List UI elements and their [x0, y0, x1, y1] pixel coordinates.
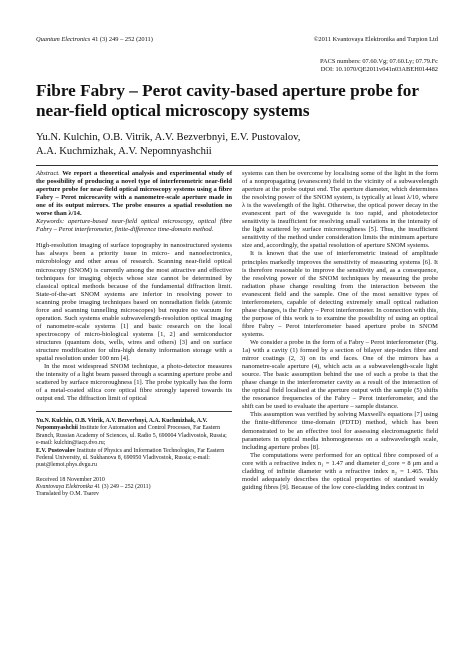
- source-journal-citation: 41 (3) 249 – 252 (2011): [94, 484, 151, 491]
- left-column: [36, 170, 232, 498]
- abstract: [36, 170, 232, 218]
- title-rule: [36, 165, 438, 166]
- body-paragraph: It is known that the use of interferometric instead of amplitude principles markedly improves the sensitivity of measuring systems [6]. It is therefore reasonable to improve the sensitivity and, as a consequence, the resolving power of the SNOM techniques by measuring the probe radiation phase change resulting from the interaction between the evanescent field and the sample. One of the most sensitive types of interferometers, capable of detecting extremely small optical radiation phase changes, is the Fabry – Perot interferometer. In connection with this, the purpose of this work is to examine the possibility of using an optical fibre Fabry – Perot interferometer based aperture probe in SNOM systems.: [242, 250, 438, 338]
- authors-line: Yu.N. Kulchin, O.B. Vitrik, A.V. Bezverbnyi, E.V. Pustovalov,: [36, 132, 301, 143]
- abstract-lead: Abstract.: [36, 170, 60, 177]
- body-paragraph: This assumption was verified by solving Maxwell's equations [7] using the finite-difference time-domain (FDTD) method, which has been demonstrated to be an effective tool for assessing electromagnetic field parameters in optical media inhomogeneous on a subwavelength scale, including aperture probes [8].: [242, 411, 438, 451]
- affiliation-text: Institute for Automation and Control Processes, Far Eastern Branch, Russian Academy of Sciences, ul. Radio 5, 690004 Vladivostok, Russia; e-mail: kulchin@iacp.dvo.ru;: [36, 425, 227, 446]
- journal-citation: 41 (3) 249 – 252 (2011): [91, 36, 153, 43]
- affiliations: [36, 411, 232, 469]
- affiliation-text: Institute of Physics and Information Technologies, Far Eastern Federal University, ul. Sukhanova 8, 690950 Vladivostok, Russia; e-mail: pust@lemoi.phys.dvgu.ru: [36, 447, 225, 468]
- pacs-numbers: PACS numbers: 07.60.Vg; 07.60.Ly; 07.79.Fc: [319, 58, 438, 65]
- abstract-text: We report a theoretical analysis and experimental study of the possibility of producing a novel type of interferometric near-field aperture probe for near-field optical microscopy systems using a fibre Fabry – Perot microcavity with a nanometre-scale aperture made in one of its output mirrors. The probe ensures a spatial resolution no worse than λ/14.: [36, 170, 232, 218]
- body-paragraph: High-resolution imaging of surface topography in nanostructured systems has always been a priority issue in micro- and nanoelectronics, microbiology and other areas of research. Scanning near-field optical microscopy (SNOM) is currently among the most attractive and effective techniques for imaging objects whose size cannot be determined by classical optical methods because of the fundamental diffraction limit. State-of-the-art SNOM systems are inferior in resolving power to scanning probe imaging techniques based on nonradiation fields (atomic force and scanning tunnelling microscopes) but require no vacuum for operation. Such systems enable subwavelength-resolution optical imaging of nanometre-scale systems [1] and basic research on the local spectroscopy of micro-biological systems [1, 2] and semiconductor structures (quantum dots, wells, wires and others) [3] and on surface structure modification for ultra-high density information storage with a spatial resolution under 100 nm [4].: [36, 242, 232, 363]
- journal-name: Quantum Electronics: [36, 36, 91, 43]
- copyright: ©2011 Kvantovaya Elektronika and Turpion Ltd: [313, 36, 438, 43]
- affiliation-names: E.V. Pustovalov: [36, 447, 76, 454]
- running-head-journal: [36, 36, 153, 44]
- authors-line: A.A. Kuchmizhak, A.V. Nepomnyashchii: [36, 145, 212, 157]
- body-paragraph: systems can then be overcome by localising some of the light in the form of a nonpropagating (evanescent) field in the vicinity of a subwavelength aperture at the probe output end. The aperture diameter, which determines the resolving power of the SNOM system, is typically at least λ/10, where λ is the wavelength of the light. Otherwise, the optical power decay in the evanescent part of the waveguide is too rapid, and photodetector sensitivity is insufficient for resolving small variations in the intensity of the light scattered by surface microroughness [5]. Thus, the insufficient sensitivity of the method under consideration limits the minimum aperture size and, accordingly, the spatial resolution of aperture SNOM systems.: [242, 170, 438, 250]
- keywords-lead: Keywords:: [36, 218, 65, 226]
- translator: Translated by O.M. Tsarev: [36, 491, 99, 498]
- article-title: Fibre Fabry – Perot cavity-based aperture probe for near-field optical microscopy systems: [36, 81, 419, 120]
- running-head: [36, 36, 438, 44]
- source-journal: [36, 484, 232, 491]
- affiliation: [36, 448, 232, 469]
- body-paragraph: We consider a probe in the form of a Fabry – Perot interferometer (Fig. 1a) with a cavity (1) formed by a section of bilayer step-index fibre and mirror coatings (2, 3) on its end faces. One of the mirrors has a nanometre-scale aperture (4), which acts as a subwavelength-scale light source. The basic assumption behind the use of such a probe is that the phase change in the interferometer cavity as a result of the interaction of the optical field localised at the aperture output with the sample (5) shifts the resonance frequencies of the Fabry – Perot interferometer, and the shift can be used to evaluate the aperture – sample distance.: [242, 338, 438, 411]
- keywords-text: aperture-based near-field optical microscopy, optical fibre Fabry – Perot interferometer, finite-difference time-domain method.: [36, 218, 233, 234]
- received-date: Received 18 November 2010: [36, 476, 105, 483]
- affiliation: [36, 418, 232, 446]
- body-paragraph: The computations were performed for an optical fibre composed of a core with a refractive index n₁ = 1.47 and diameter d_core = 8 μm and a cladding of infinite diameter with a refractive index n₂ = 1.465. This model adequately describes the optical properties of standard weakly guiding fibres [9]. Because of the low core-cladding index contrast in: [242, 451, 438, 491]
- body-paragraph: In the most widespread SNOM technique, a photo-detector measures the intensity of a light beam passed through a scanning aperture probe and scattered by surface microroughness [1]. The probe typically has the form of a metal-coated silica core optical fibre strongly tapered towards its output end. The diffraction limit of optical: [36, 363, 232, 403]
- pacs-block: [36, 58, 438, 74]
- right-column: [242, 170, 438, 498]
- spacer: [36, 234, 232, 242]
- author-list: [36, 131, 438, 158]
- two-column-body: [36, 170, 438, 498]
- received-block: [36, 477, 232, 498]
- affiliation-names: Yu.N. Kulchin, O.B. Vitrik, A.V. Bezverbnyi, A.A. Kuchmizhak, A.V. Nepomnyashchii: [36, 418, 208, 432]
- doi: DOI: 10.1070/QE2011v041n03ABEH014482: [320, 66, 438, 73]
- source-journal-name: Kvantovaya Elektronika: [36, 484, 93, 491]
- keywords: [36, 218, 232, 234]
